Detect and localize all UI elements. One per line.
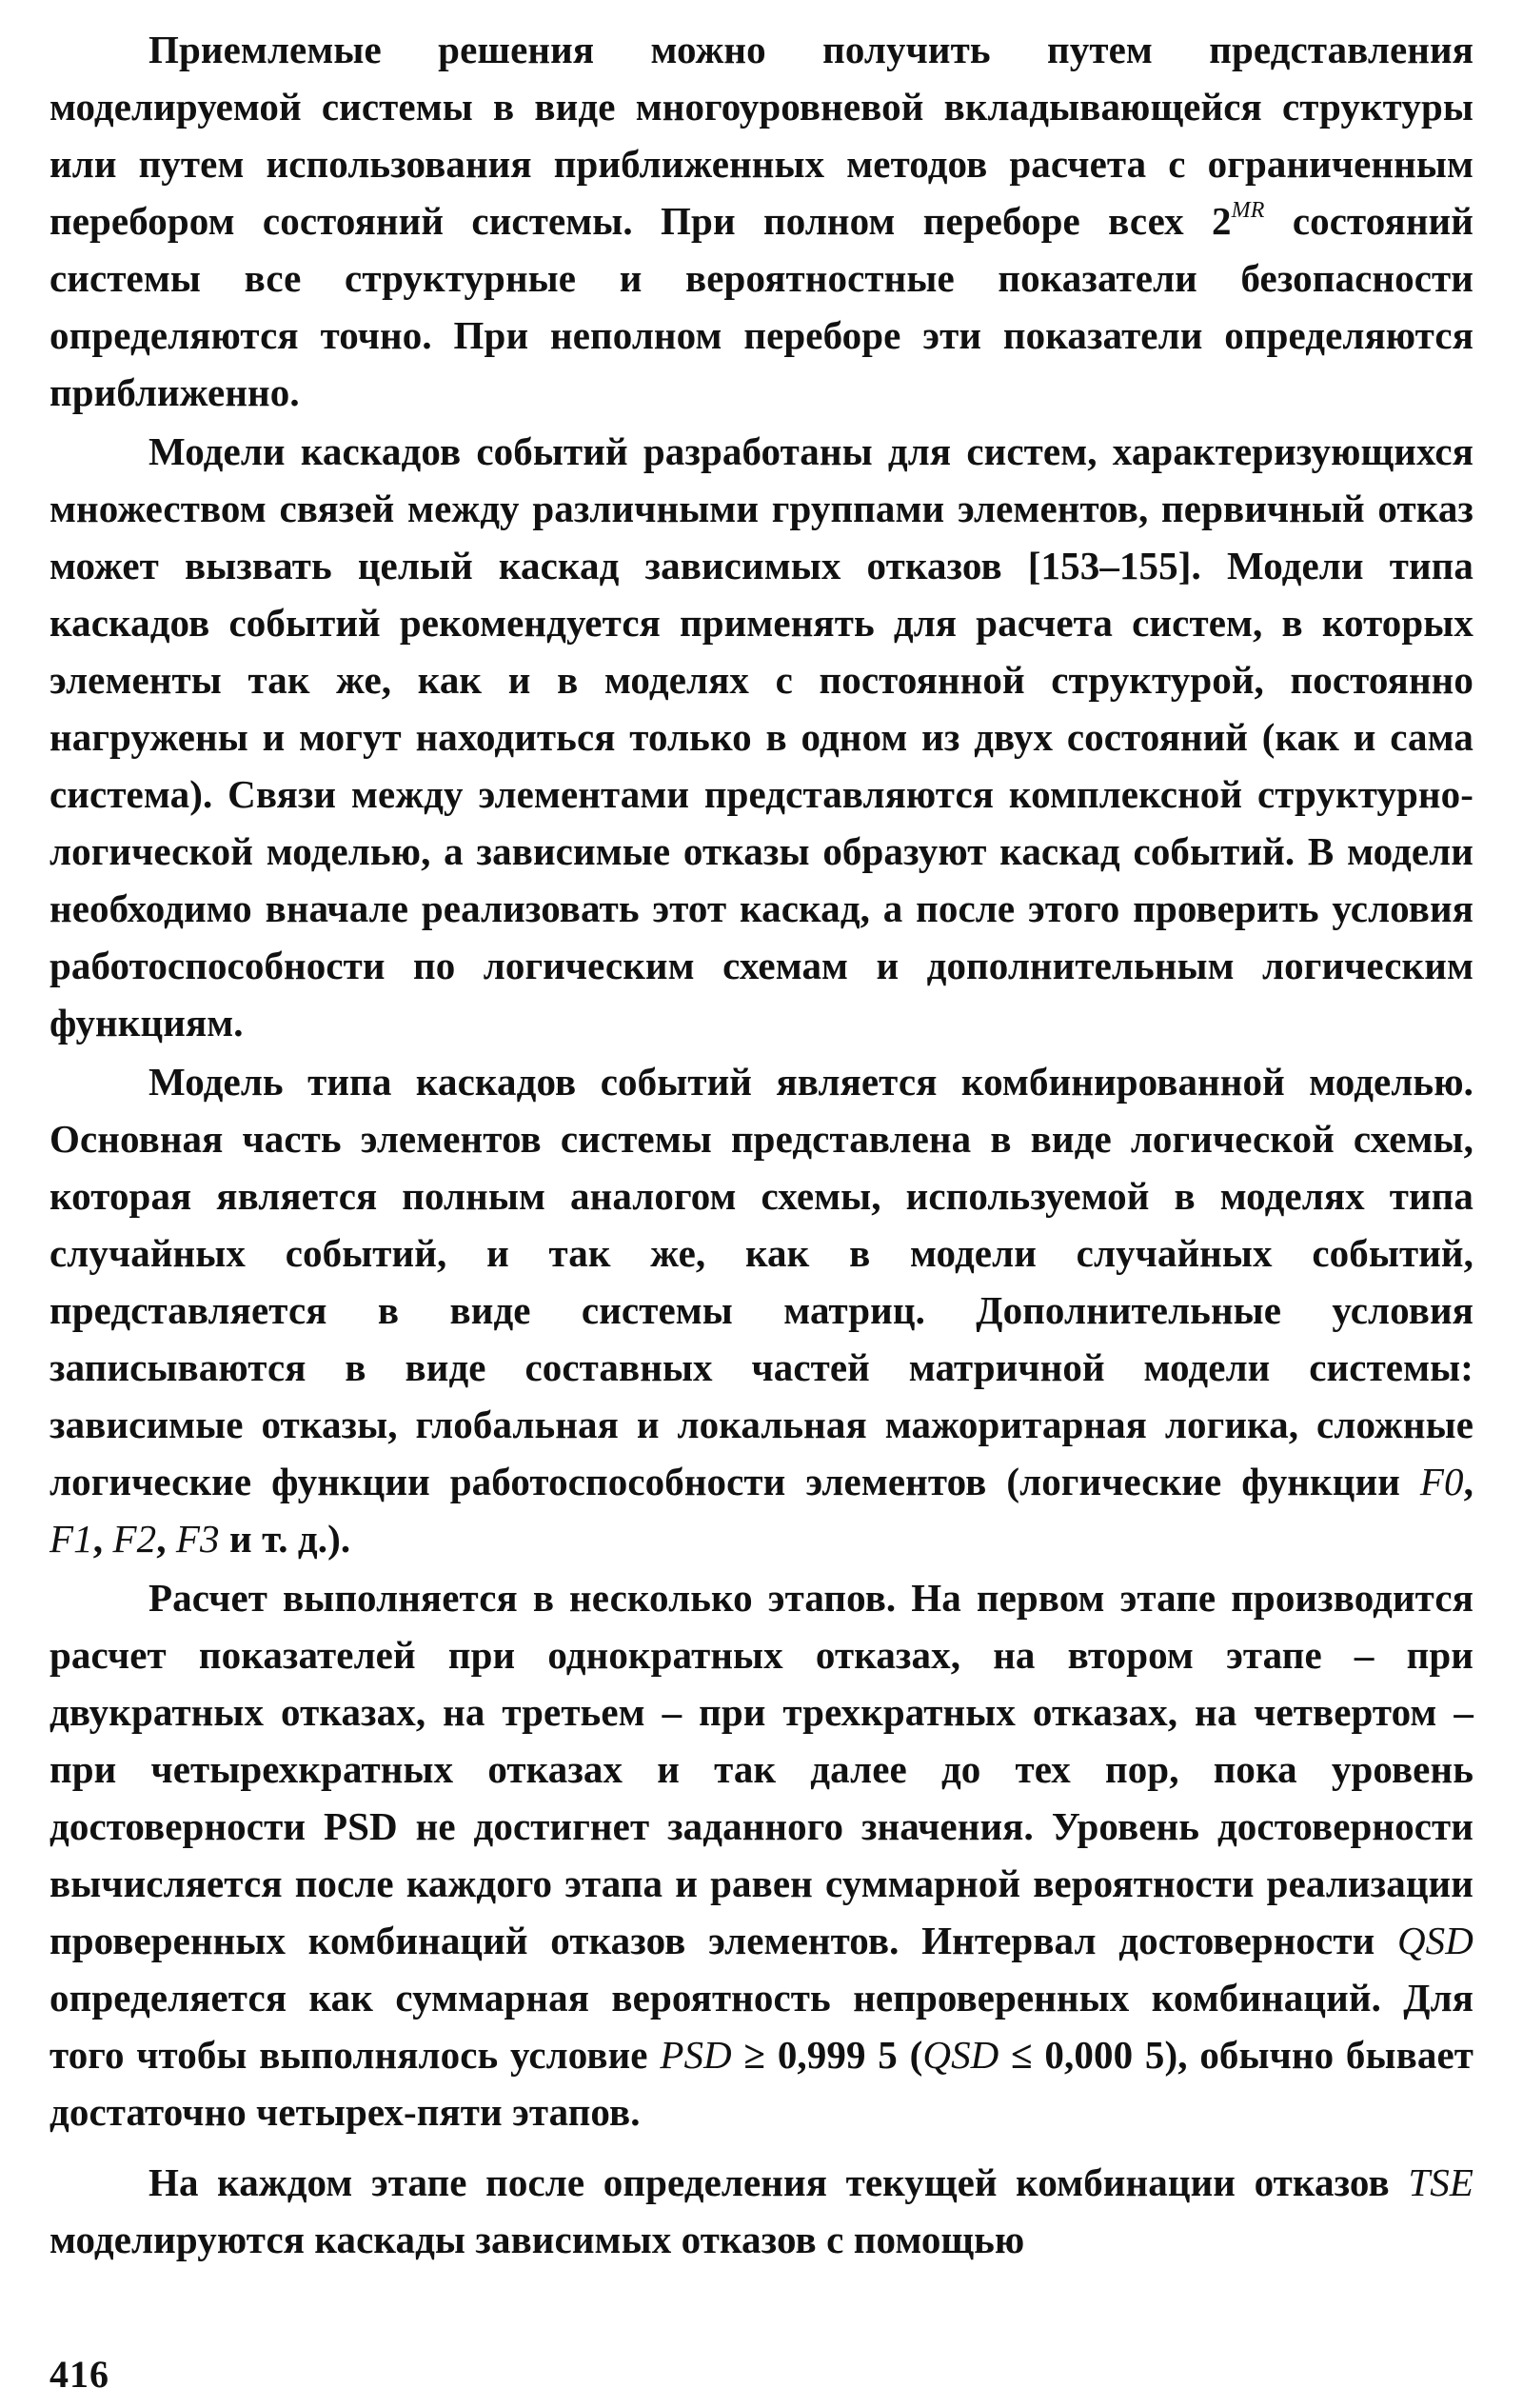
paragraph-1-text-b: состояний системы все структурные и вероятностные показатели безопасности определяются точно. При неполном переборе эти показатели определяются приближенно. bbox=[49, 199, 1474, 414]
paragraph-3-text-a: Модель типа каскадов событий является комбинированной моделью. Основная часть элементов системы представлена в виде логической схемы, которая является полным аналогом схемы, используемой в моделях типа случайных событий, и так же, как в модели случайных событий, представляется в виде системы матриц. Дополнительные условия записываются в виде составных частей матричной модели системы: зависимые отказы, глобальная и локальная мажоритарная логика, сложные логические функции работоспособности элементов (логические функции bbox=[49, 1060, 1474, 1503]
psd-term: PSD bbox=[660, 2033, 732, 2077]
paragraph-4-text-d: ≤ 0,000 5), обычно бывает достаточно четырех-пяти этапов. bbox=[49, 2033, 1474, 2134]
qsd-term: QSD bbox=[1396, 1919, 1474, 1962]
function-f2: F2 bbox=[112, 1517, 157, 1561]
paragraph-4-text-c: ≥ 0,999 5 ( bbox=[731, 2033, 923, 2077]
page-number: 416 bbox=[49, 2353, 109, 2396]
paragraph-1 bbox=[49, 21, 1474, 421]
paragraph-5-text-a: На каждом этапе после определения текущей комбинации отказов bbox=[148, 2160, 1409, 2204]
superscript-mr: MR bbox=[1231, 198, 1265, 223]
paragraph-3 bbox=[49, 1053, 1474, 1567]
paragraph-3-text-b: и т. д.). bbox=[219, 1517, 351, 1561]
qsd-term: QSD bbox=[922, 2033, 999, 2077]
paragraph-2: Модели каскадов событий разработаны для систем, характеризующихся множеством связей между различными группами элементов, первичный отказ может вызвать целый каскад зависимых отказов [153–155]. Модели типа каскадов событий рекомендуется применять для расчета систем, в которых элементы так же, как и в моделях с постоянной структурой, постоянно нагружены и могут находиться только в одном из двух состояний (как и сама система). Связи между элементами представляются комплексной структурно-логической моделью, а зависимые отказы образуют каскад событий. В модели необходимо вначале реализовать этот каскад, а после этого проверить условия работоспособности по логическим схемам и дополнительным логическим функциям. bbox=[49, 429, 1474, 1045]
separator: , bbox=[156, 1517, 176, 1561]
separator: , bbox=[92, 1517, 113, 1561]
paragraph-4-text-a: Расчет выполняется в несколько этапов. На первом этапе производится расчет показателей при однократных отказах, на втором этапе – при двукратных отказах, на третьем – при трехкратных отказах, на четвертом – при четырехкратных отказах и так далее до тех пор, пока уровень достоверности PSD не достигнет заданного значения. Уровень достоверности вычисляется после каждого этапа и равен суммарной вероятности реализации проверенных комбинаций отказов элементов. Интервал достоверности bbox=[49, 1576, 1474, 1962]
function-f1: F1 bbox=[49, 1517, 93, 1561]
paragraph-1-text-a: Приемлемые решения можно получить путем представления моделируемой системы в виде многоуровневой вкладывающейся структуры или путем использования приближенных методов расчета с ограниченным перебором состояний системы. При полном переборе всех 2 bbox=[49, 28, 1474, 243]
paragraph-5 bbox=[49, 2154, 1474, 2268]
tse-term: TSE bbox=[1408, 2160, 1474, 2204]
paragraph-5-text-b: моделируются каскады зависимых отказов с помощью bbox=[49, 2218, 1025, 2261]
separator: , bbox=[1463, 1460, 1474, 1503]
function-f0: F0 bbox=[1419, 1460, 1464, 1503]
function-f3: F3 bbox=[175, 1517, 220, 1561]
paragraph-4 bbox=[49, 1569, 1474, 2140]
page-body bbox=[49, 21, 1474, 2268]
paragraph-4-text-b: определяется как суммарная вероятность непроверенных комбинаций. Для того чтобы выполнялось условие bbox=[49, 1976, 1474, 2077]
